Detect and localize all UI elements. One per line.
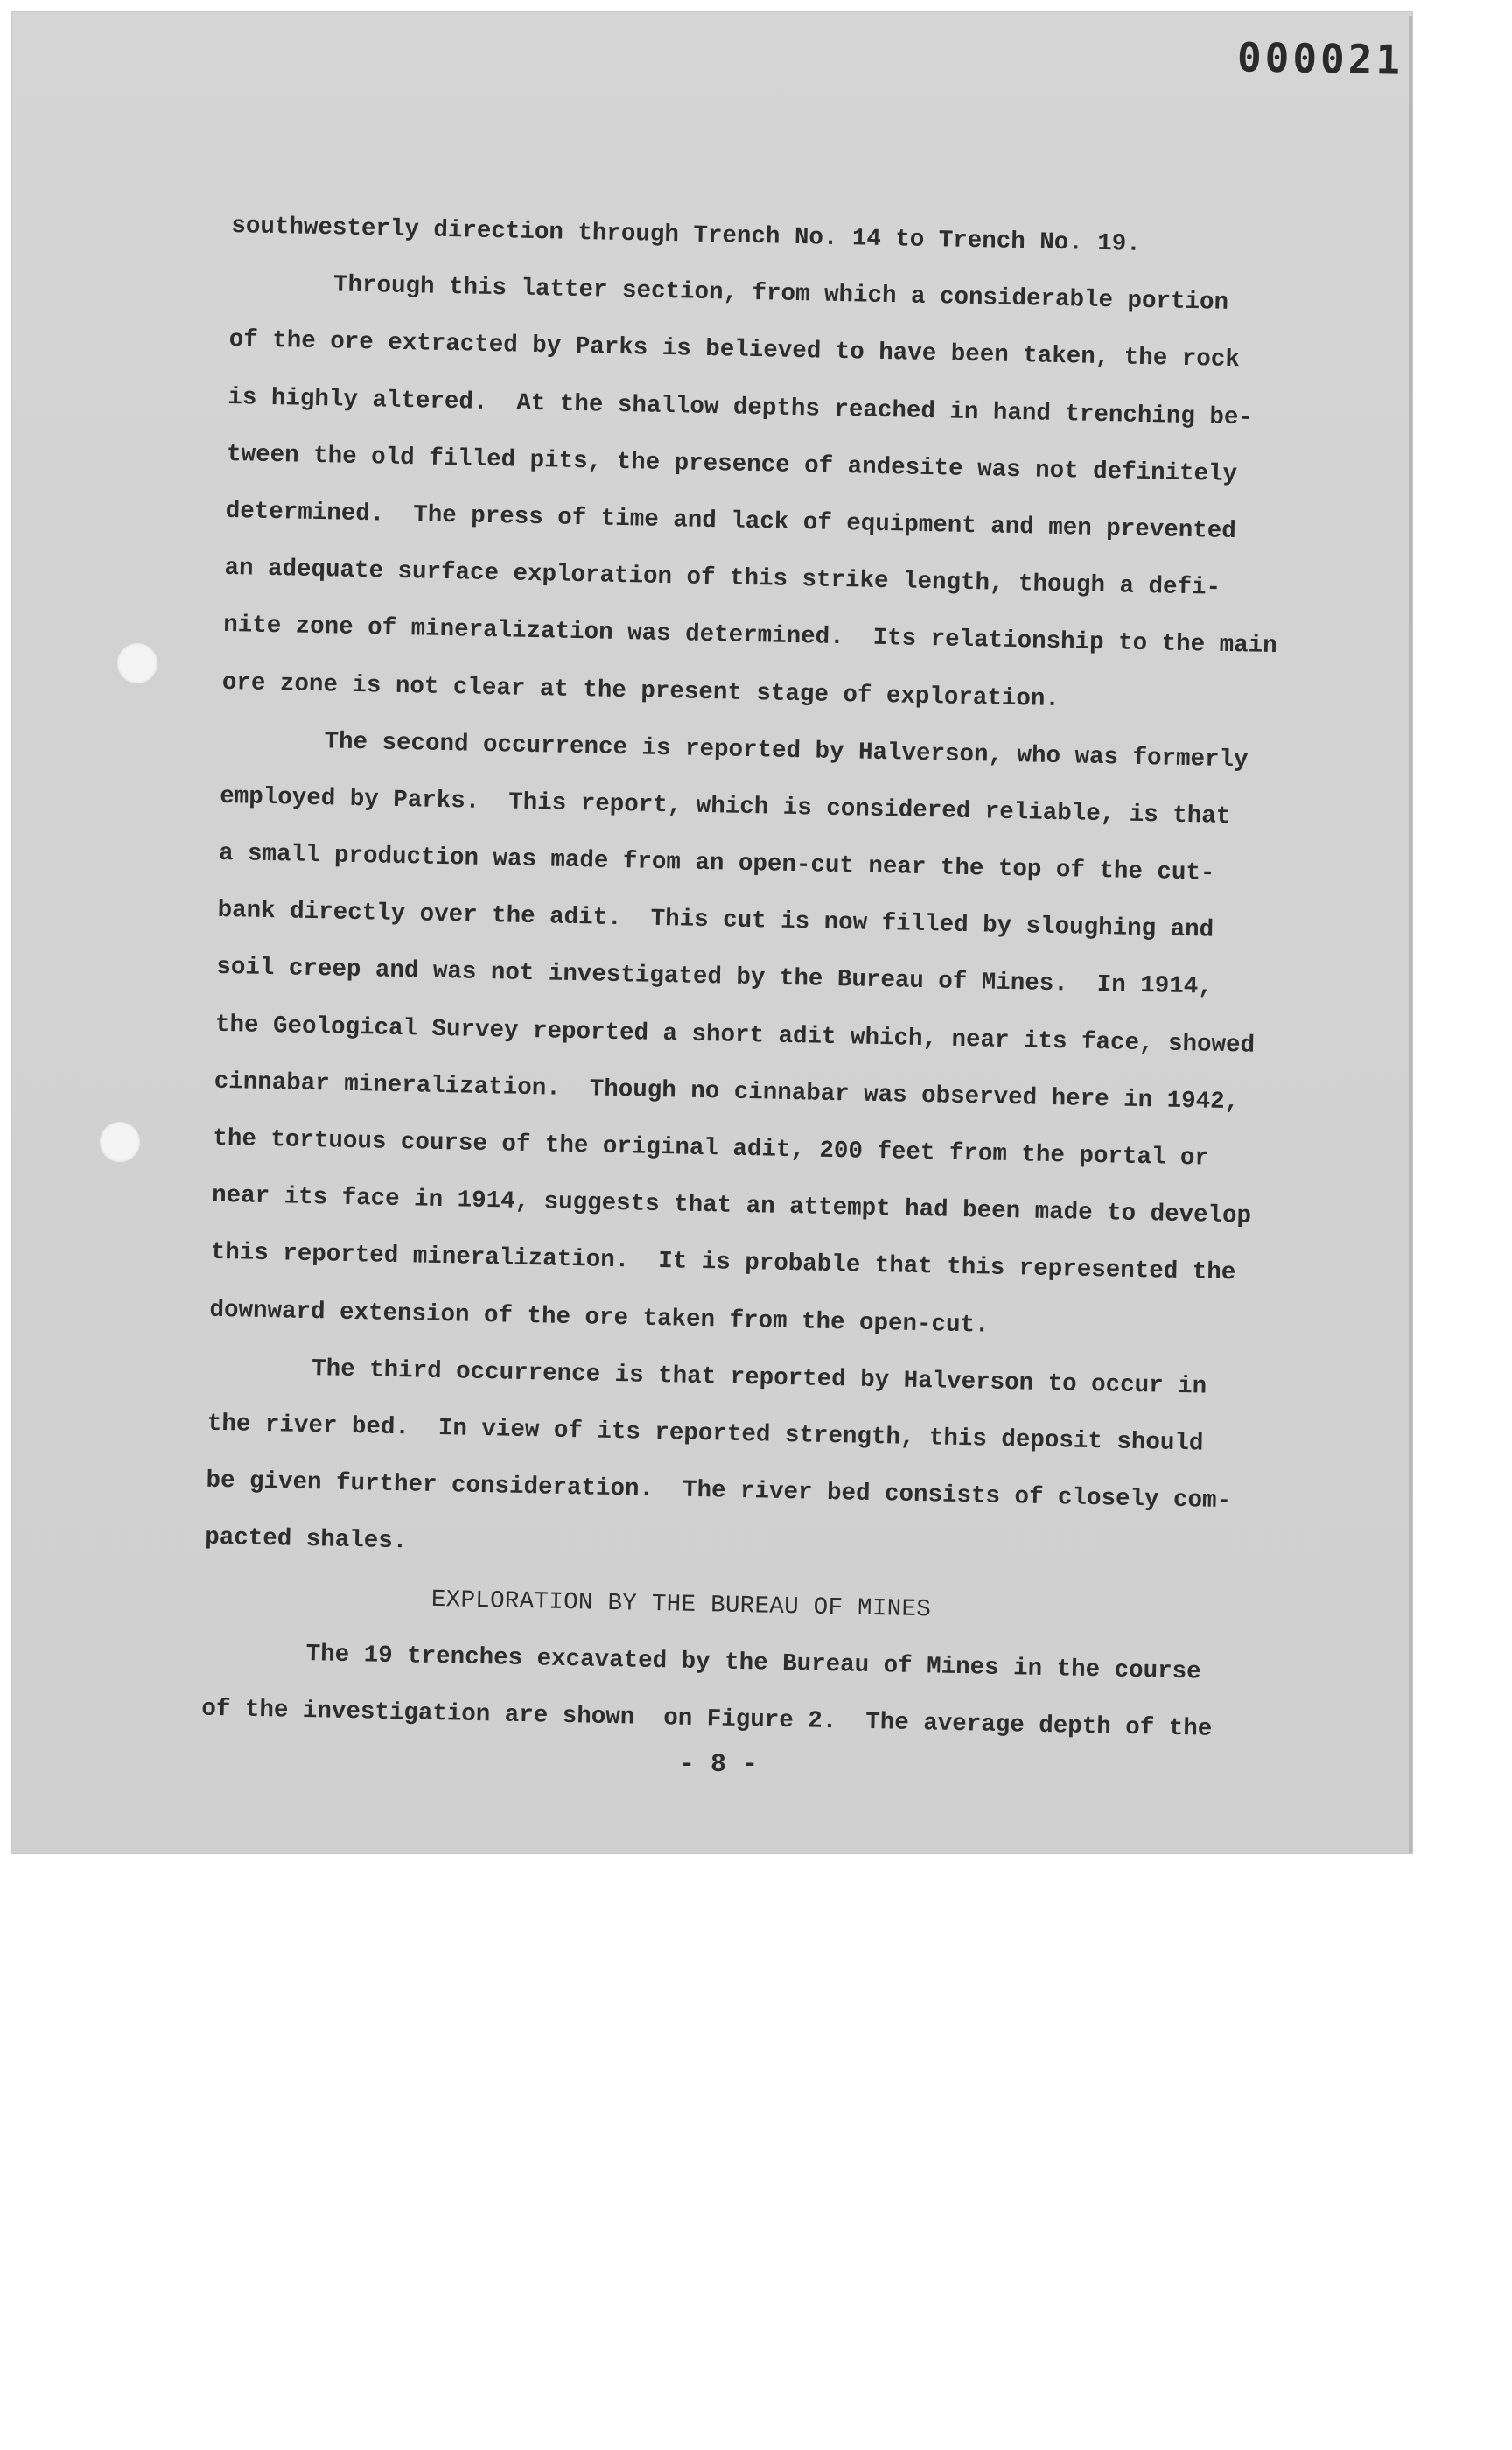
paragraph-start-line: The third occurrence is that reported by Halverson to occur in [311, 1354, 1208, 1401]
text-line: bank directly over the adit. This cut is now filled by sloughing and [217, 897, 1214, 944]
text-line: of the ore extracted by Parks is believed to have been taken, the rock [228, 326, 1241, 374]
punch-hole-top [117, 643, 158, 683]
page-number: - 8 - [679, 1750, 759, 1780]
text-line: the Geological Survey reported a short adit which, near its face, showed [214, 1011, 1256, 1060]
text-line: downward extension of the ore taken from the open-cut. [209, 1296, 990, 1340]
text-line: the tortuous course of the original adit, 200 feet from the portal or [213, 1124, 1210, 1172]
text-line: is highly altered. At the shallow depths reached in hand trenching be- [228, 383, 1254, 432]
section-heading: EXPLORATION BY THE BUREAU OF MINES [430, 1586, 932, 1623]
text-line: the river bed. In view of its reported strength, this deposit should [206, 1410, 1204, 1458]
text-line: determined. The press of time and lack of equipment and men prevented [225, 497, 1237, 546]
text-line: near its face in 1914, suggests that an attempt had been made to develop [211, 1181, 1252, 1230]
text-line: a small production was made from an open-cut near the top of the cut- [218, 839, 1215, 887]
text-line: this reported mineralization. It is probable that this represented the [210, 1239, 1236, 1287]
text-line: employed by Parks. This report, which is considered reliable, is that [219, 782, 1231, 830]
paragraph-start-line: Through this latter section, from which a considerable portion [332, 271, 1229, 318]
text-line: ore zone is not clear at the present stage of exploration. [221, 668, 1060, 713]
body-text [201, 198, 1361, 1760]
text-line: cinnabar mineralization. Though no cinnabar was observed here in 1942, [214, 1068, 1240, 1116]
punch-hole-bottom [100, 1122, 140, 1162]
page-edge-shadow [1409, 16, 1412, 1853]
text-line: soil creep and was not investigated by the Bureau of Mines. In 1914, [216, 954, 1214, 1002]
text-line: pacted shales. [204, 1524, 408, 1556]
text-line: an adequate surface exploration of this strike length, though a defi- [224, 555, 1222, 602]
text-line: southwesterly direction through Trench No. 14 to Trench No. 19. [231, 212, 1142, 258]
text-line: of the investigation are shown on Figure 2. The average depth of the [201, 1695, 1213, 1743]
paragraph-start-line: The second occurrence is reported by Halverson, who was formerly [324, 727, 1249, 774]
paragraph-start-line: The 19 trenches excavated by the Bureau of Mines in the course [305, 1640, 1201, 1686]
text-line: nite zone of mineralization was determined. Its relationship to the main [222, 612, 1278, 661]
text-line: tween the old filled pits, the presence of andesite was not definitely [226, 440, 1238, 488]
document-number-stamp: 000021 [1236, 33, 1404, 84]
text-line: be given further consideration. The river bed consists of closely com- [206, 1466, 1232, 1516]
